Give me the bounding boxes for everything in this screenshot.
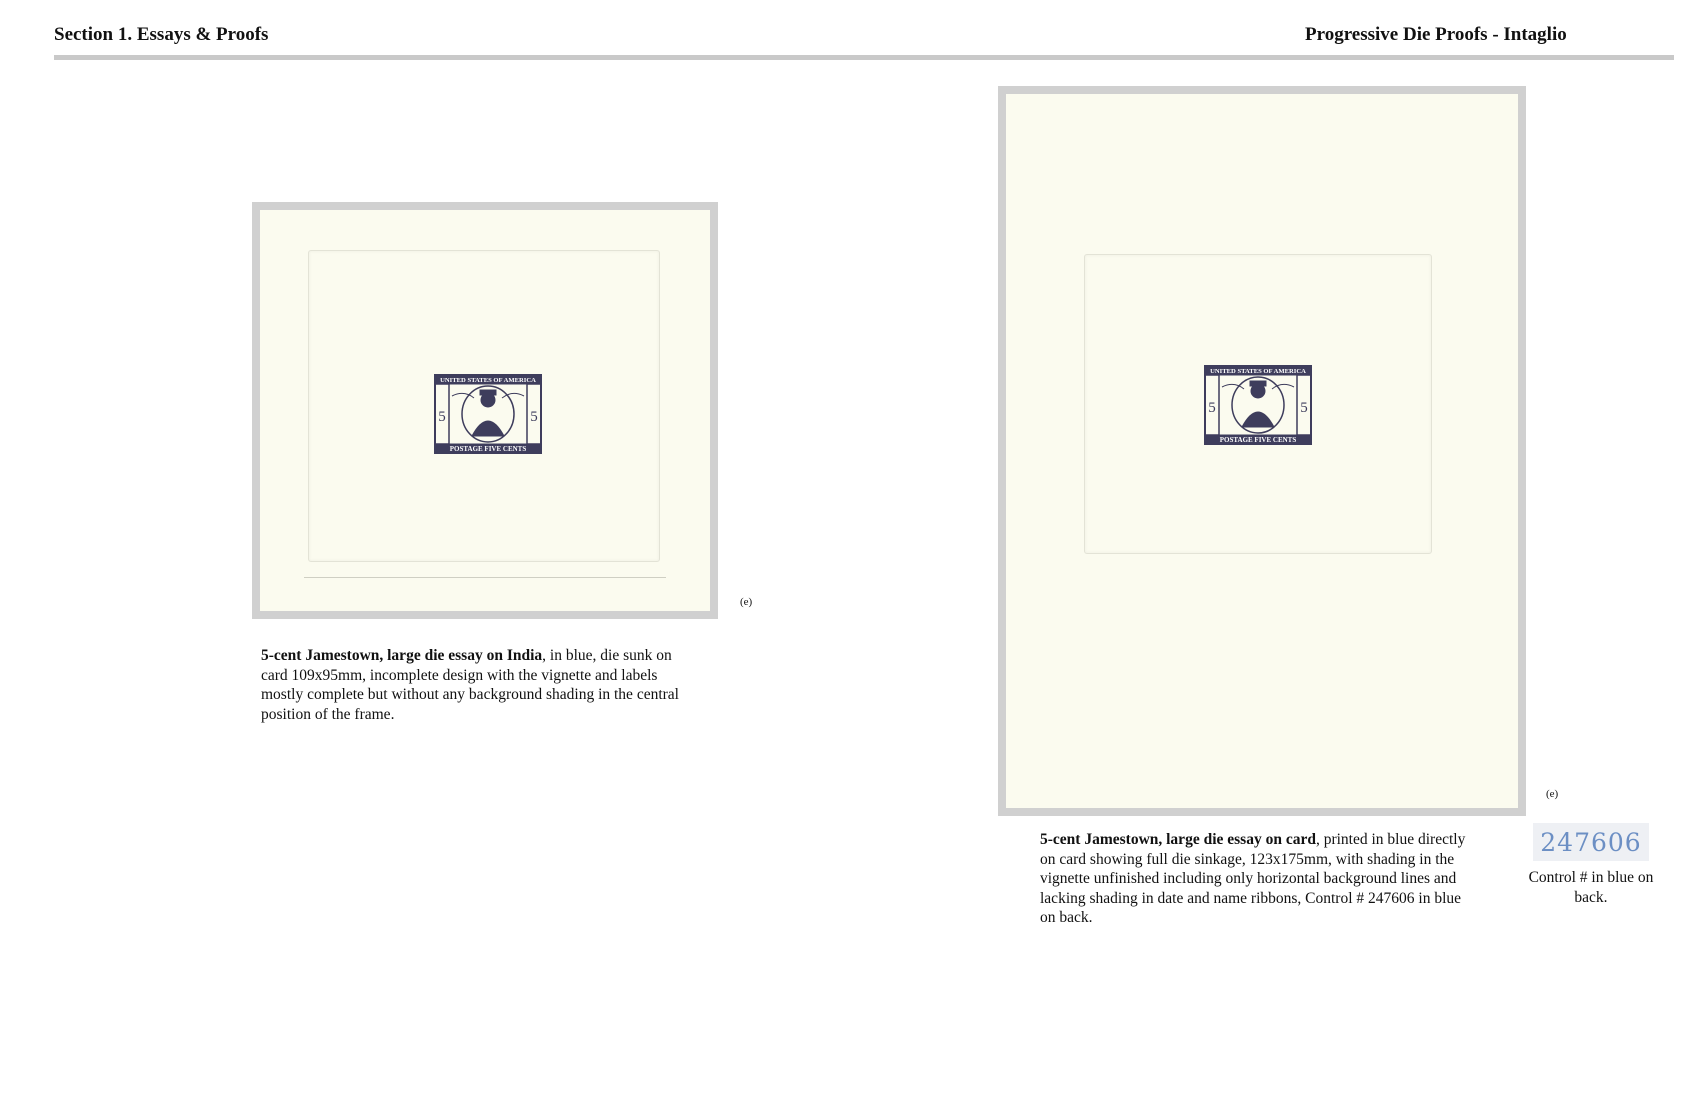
header-rule [54, 55, 1674, 60]
card-stock [1006, 94, 1518, 808]
stamp-top-label: UNITED STATES OF AMERICA [1210, 368, 1306, 376]
essay-marker: (e) [740, 596, 753, 608]
section-title: Section 1. Essays & Proofs [54, 24, 269, 45]
stamp-denomination-left: 5 [438, 409, 446, 425]
control-number-image: 247606 [1533, 823, 1649, 861]
essay-card-frame [998, 86, 1526, 816]
stamp-bottom-label: POSTAGE FIVE CENTS [449, 445, 527, 453]
page-topic-title: Progressive Die Proofs - Intaglio [1305, 24, 1567, 45]
india-paper [260, 210, 710, 611]
caption-essay-card: 5-cent Jamestown, large die essay on card, printed in blue directly on card showing full die sinkage, 123x175mm, with shading in the vignette unfinished including only horizontal background lines and lacking shading in date and name ribbons, Control # 247606 in blue on back. [1040, 831, 1466, 926]
essay-marker: (e) [1546, 788, 1559, 800]
stamp-essay-india [434, 374, 542, 454]
essay-india-frame [252, 202, 718, 619]
stamp-bottom-label: POSTAGE FIVE CENTS [1219, 436, 1297, 444]
stamp-essay-card [1204, 365, 1312, 445]
stamp-denomination-left: 5 [1208, 400, 1216, 416]
sinkage-line [304, 577, 666, 578]
caption-essay-india: 5-cent Jamestown, large die essay on India, in blue, die sunk on card 109x95mm, incomplete design with the vignette and labels mostly complete but without any background shading in the central position of the frame. [261, 647, 679, 723]
stamp-denomination-right: 5 [1300, 400, 1308, 416]
control-number-note: Control # in blue on back. [1528, 869, 1654, 906]
stamp-denomination-right: 5 [530, 409, 538, 425]
stamp-top-label: UNITED STATES OF AMERICA [440, 377, 536, 385]
